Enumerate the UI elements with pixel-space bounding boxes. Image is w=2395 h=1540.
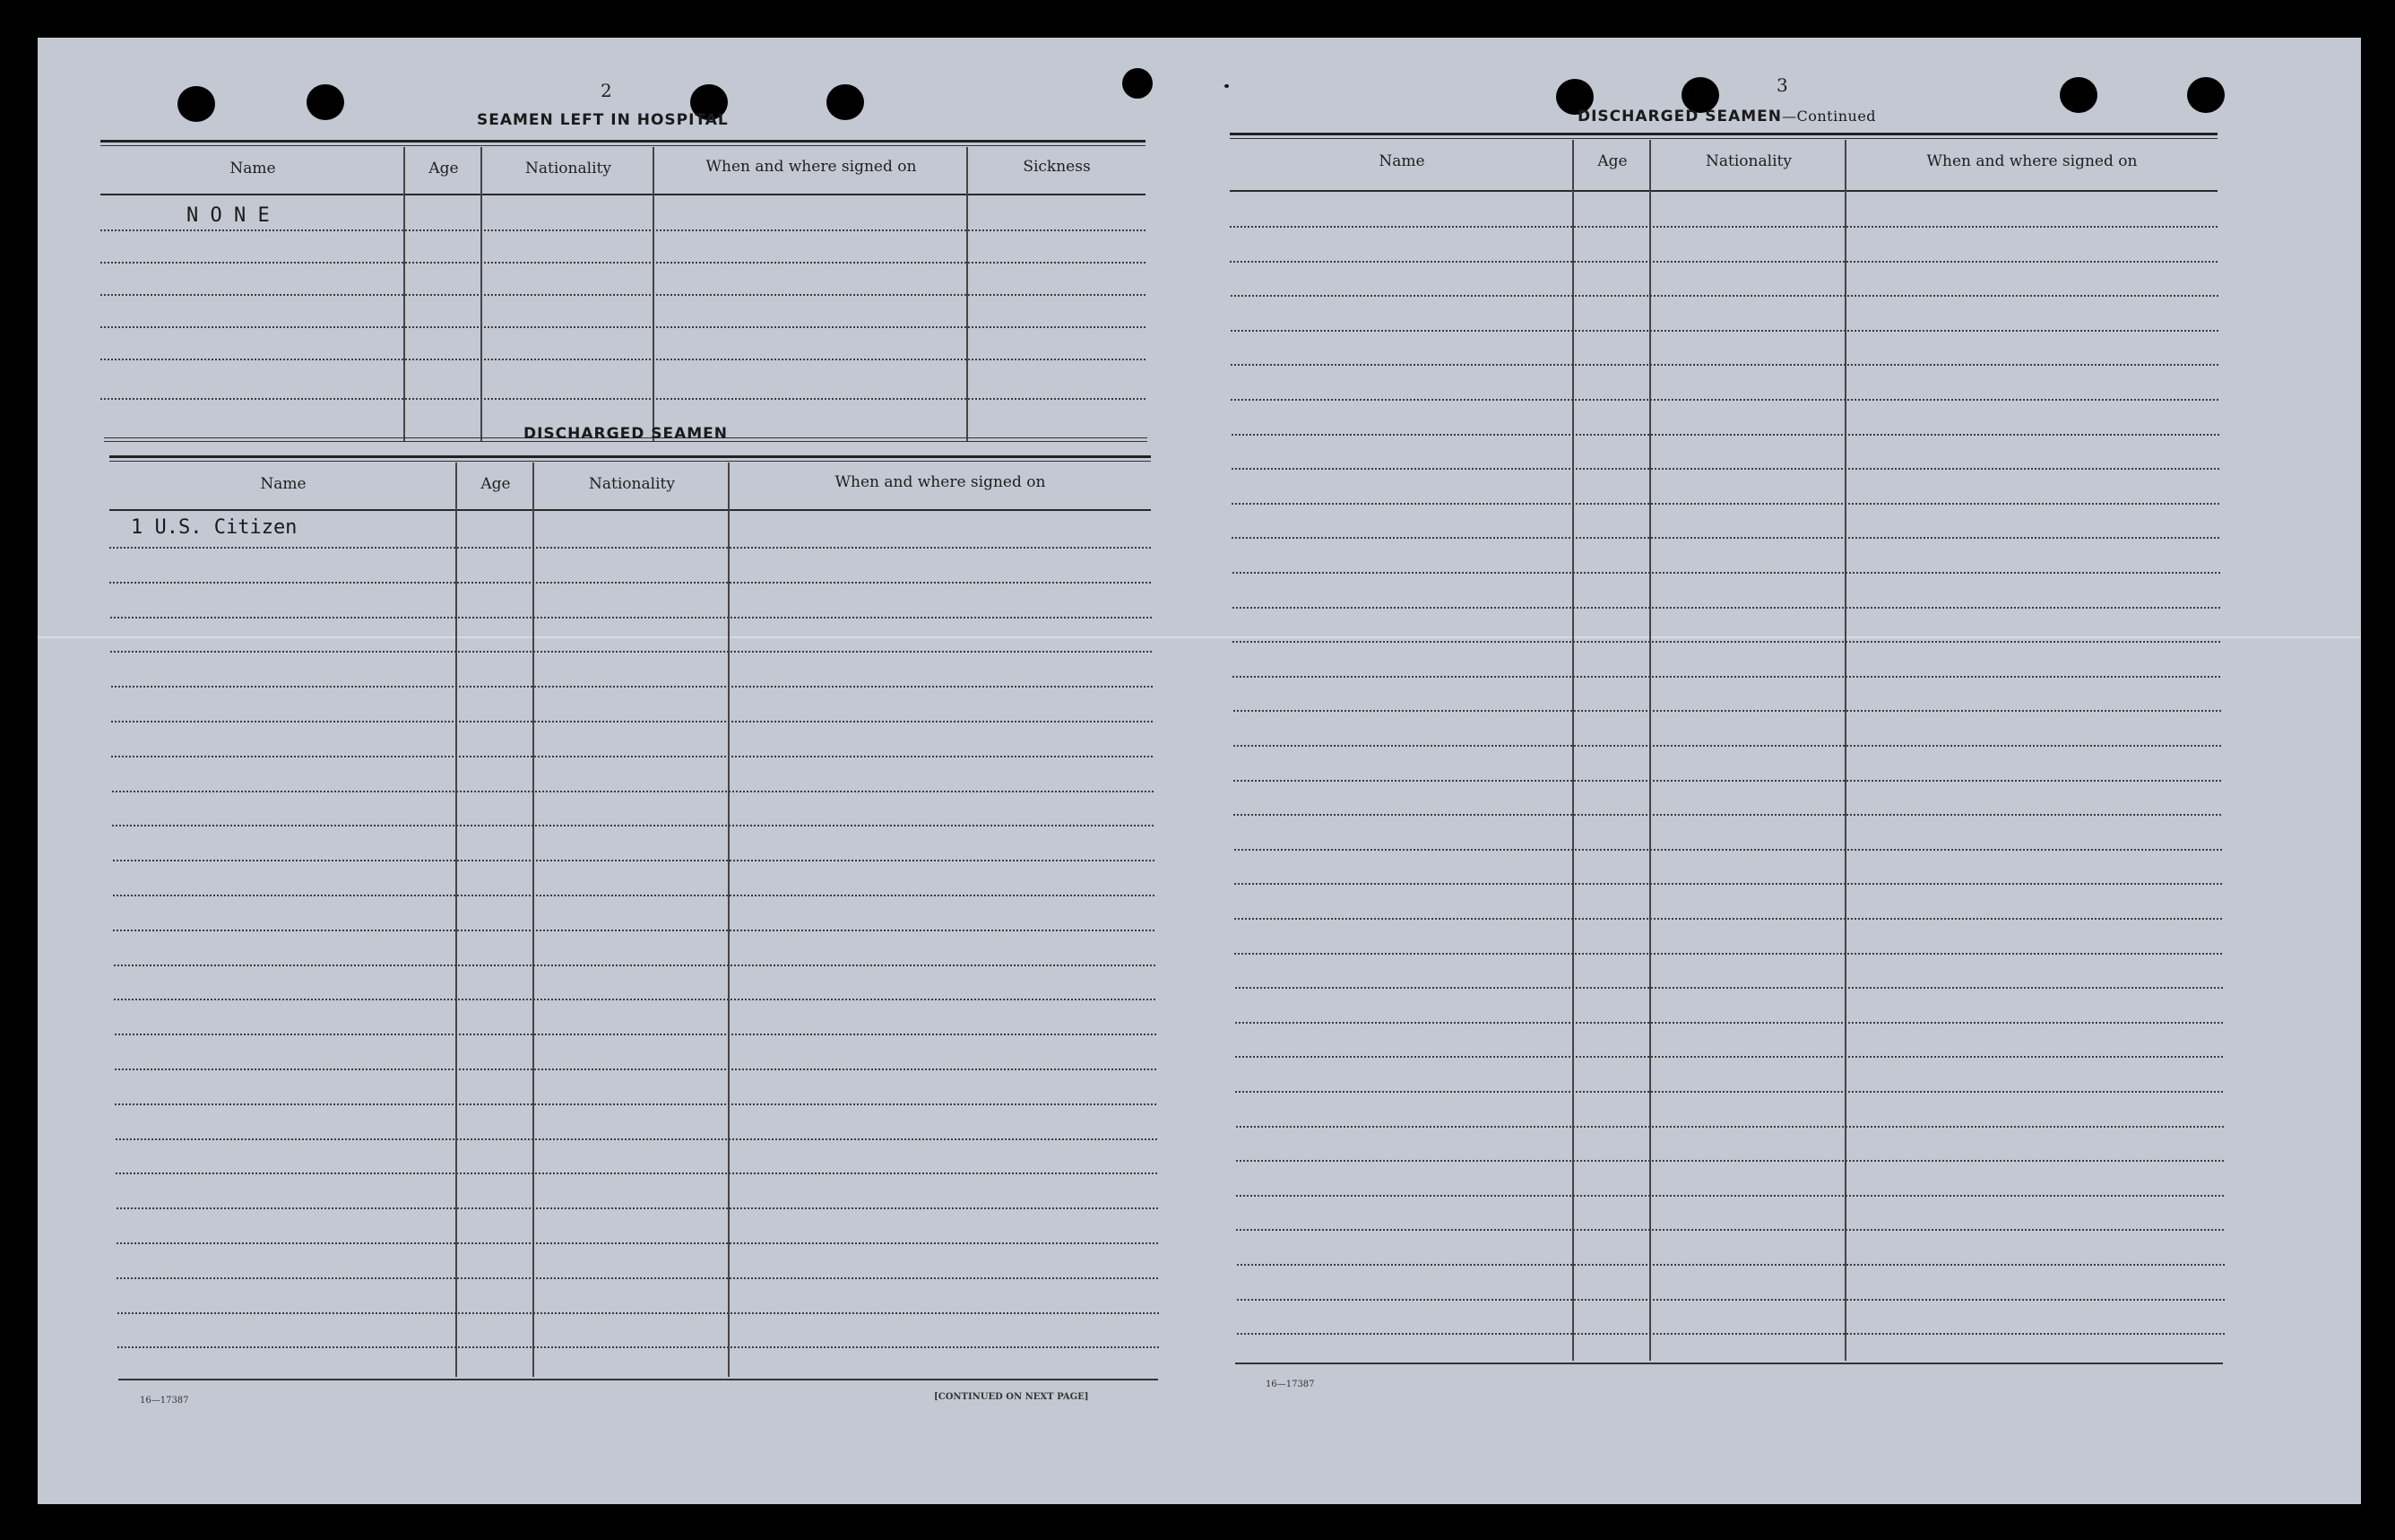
ruled-row-line	[109, 547, 1151, 549]
ruled-row-line	[1235, 1091, 2223, 1093]
right-col-line	[1649, 140, 1651, 1361]
ruled-row-line	[1232, 503, 2219, 505]
discharged-header-age: Age	[480, 475, 511, 493]
hospital-entry-none: N O N E	[186, 204, 270, 227]
ruled-row-line	[110, 617, 1152, 619]
hospital-row-line	[100, 229, 1146, 231]
discharged-top-rule	[109, 455, 1151, 458]
discharged-header-signed-on: When and where signed on	[834, 473, 1046, 491]
right-header-rule	[1230, 190, 2218, 192]
ruled-row-line	[1232, 641, 2220, 643]
discharged-col-line	[532, 463, 534, 1377]
ruled-row-line	[1232, 537, 2219, 539]
ruled-row-line	[117, 1277, 1158, 1279]
ruled-row-line	[1235, 1056, 2223, 1058]
hospital-section-title: SEAMEN LEFT IN HOSPITAL	[477, 111, 729, 129]
ruled-row-line	[117, 1312, 1159, 1314]
ruled-row-line	[1233, 814, 2221, 816]
ruled-row-line	[112, 825, 1154, 826]
ruled-row-line	[117, 1207, 1158, 1209]
punch-hole	[1122, 68, 1153, 99]
punch-hole	[2060, 77, 2097, 113]
ruled-row-line	[1234, 953, 2222, 955]
ruled-row-line	[113, 860, 1154, 861]
ruled-row-line	[112, 791, 1154, 792]
page-number-right: 3	[1777, 74, 1788, 96]
discharged-col-line	[455, 463, 457, 1377]
ruled-row-line	[1236, 1195, 2224, 1197]
ruled-row-line	[1230, 261, 2218, 263]
hospital-header-name: Name	[229, 160, 276, 177]
right-top-rule	[1230, 133, 2218, 135]
ruled-row-line	[1233, 745, 2221, 747]
ruled-row-line	[1231, 330, 2218, 332]
ruled-row-line	[1236, 1126, 2224, 1128]
discharged-continued-title	[1578, 108, 1876, 125]
ruled-row-line	[1232, 676, 2220, 678]
ruled-row-line	[111, 756, 1153, 757]
ruled-row-line	[117, 1242, 1158, 1244]
discharged-top-rule-thin	[109, 461, 1151, 462]
ruled-row-line	[115, 1034, 1156, 1035]
page-fold	[38, 636, 2361, 638]
discharged-section-title: DISCHARGED SEAMEN	[523, 425, 728, 443]
scanned-document	[38, 38, 2361, 1504]
punch-hole	[826, 84, 864, 120]
discharged-col-line	[728, 463, 730, 1377]
discharged-header-nationality: Nationality	[589, 475, 675, 493]
hospital-row-line	[100, 398, 1146, 400]
hospital-row-line	[100, 326, 1146, 328]
ruled-row-line	[1230, 226, 2218, 228]
discharged-continued-title-main: DISCHARGED SEAMEN	[1578, 108, 1782, 125]
ruled-row-line	[113, 930, 1154, 931]
form-number-left: 16—17387	[140, 1396, 189, 1406]
ruled-row-line	[1235, 1022, 2223, 1024]
right-bottom-rule	[1235, 1363, 2223, 1364]
ruled-row-line	[1231, 364, 2218, 366]
ruled-row-line	[1231, 399, 2218, 401]
right-col-line	[1845, 140, 1846, 1361]
ruled-row-line	[1237, 1299, 2225, 1301]
ruled-row-line	[116, 1172, 1157, 1174]
continued-note: [CONTINUED ON NEXT PAGE]	[934, 1392, 1089, 1402]
right-header-nationality: Nationality	[1706, 152, 1792, 170]
page-number-left: 2	[601, 80, 612, 101]
ruled-row-line	[109, 582, 1151, 584]
hospital-top-rule-thin	[100, 145, 1146, 146]
ruled-row-line	[111, 721, 1153, 722]
ruled-row-line	[1232, 572, 2220, 574]
ruled-row-line	[116, 1138, 1157, 1140]
ruled-row-line	[1231, 295, 2218, 297]
hospital-row-line	[100, 262, 1146, 264]
discharged-bottom-rule	[118, 1379, 1158, 1380]
ruled-row-line	[110, 651, 1152, 653]
ruled-row-line	[1233, 710, 2221, 712]
ruled-row-line	[1234, 849, 2222, 851]
discharged-header-rule	[109, 509, 1151, 511]
ruled-row-line	[114, 965, 1155, 966]
hospital-header-sickness: Sickness	[1023, 158, 1091, 176]
discharged-header-name: Name	[260, 475, 307, 493]
hospital-header-signed-on: When and where signed on	[705, 158, 917, 176]
ruled-row-line	[1237, 1333, 2225, 1335]
ruled-row-line	[111, 686, 1153, 688]
right-header-signed-on: When and where signed on	[1926, 152, 2138, 170]
ruled-row-line	[115, 1068, 1156, 1070]
discharged-entry-citizen: 1 U.S. Citizen	[131, 516, 298, 539]
ruled-row-line	[114, 999, 1155, 1000]
hospital-header-nationality: Nationality	[525, 160, 611, 177]
punch-hole	[307, 84, 344, 120]
ruled-row-line	[1234, 883, 2222, 885]
ruled-row-line	[117, 1346, 1159, 1348]
ruled-row-line	[1236, 1229, 2224, 1231]
ruled-row-line	[1233, 780, 2221, 782]
punch-hole	[177, 86, 215, 122]
right-header-age: Age	[1597, 152, 1628, 170]
ruled-row-line	[1234, 918, 2222, 920]
hospital-top-rule	[100, 140, 1146, 143]
ruled-row-line	[1232, 468, 2219, 470]
ruled-row-line	[1236, 1160, 2224, 1162]
ruled-row-line	[1235, 987, 2223, 989]
ruled-row-line	[115, 1103, 1156, 1105]
ruled-row-line	[1237, 1264, 2225, 1266]
punch-hole	[2187, 77, 2225, 113]
right-header-name: Name	[1379, 152, 1425, 170]
form-number-right: 16—17387	[1266, 1380, 1315, 1389]
hospital-row-line	[100, 359, 1146, 360]
discharged-continued-suffix: —Continued	[1782, 108, 1877, 125]
ink-speck	[1224, 84, 1229, 88]
ruled-row-line	[1232, 607, 2220, 609]
right-col-line	[1572, 140, 1574, 1361]
hospital-header-age: Age	[428, 160, 459, 177]
ruled-row-line	[113, 895, 1154, 896]
hospital-header-rule	[100, 194, 1146, 195]
ruled-row-line	[1232, 434, 2219, 436]
hospital-row-line	[100, 294, 1146, 296]
right-top-rule-thin	[1230, 138, 2218, 139]
